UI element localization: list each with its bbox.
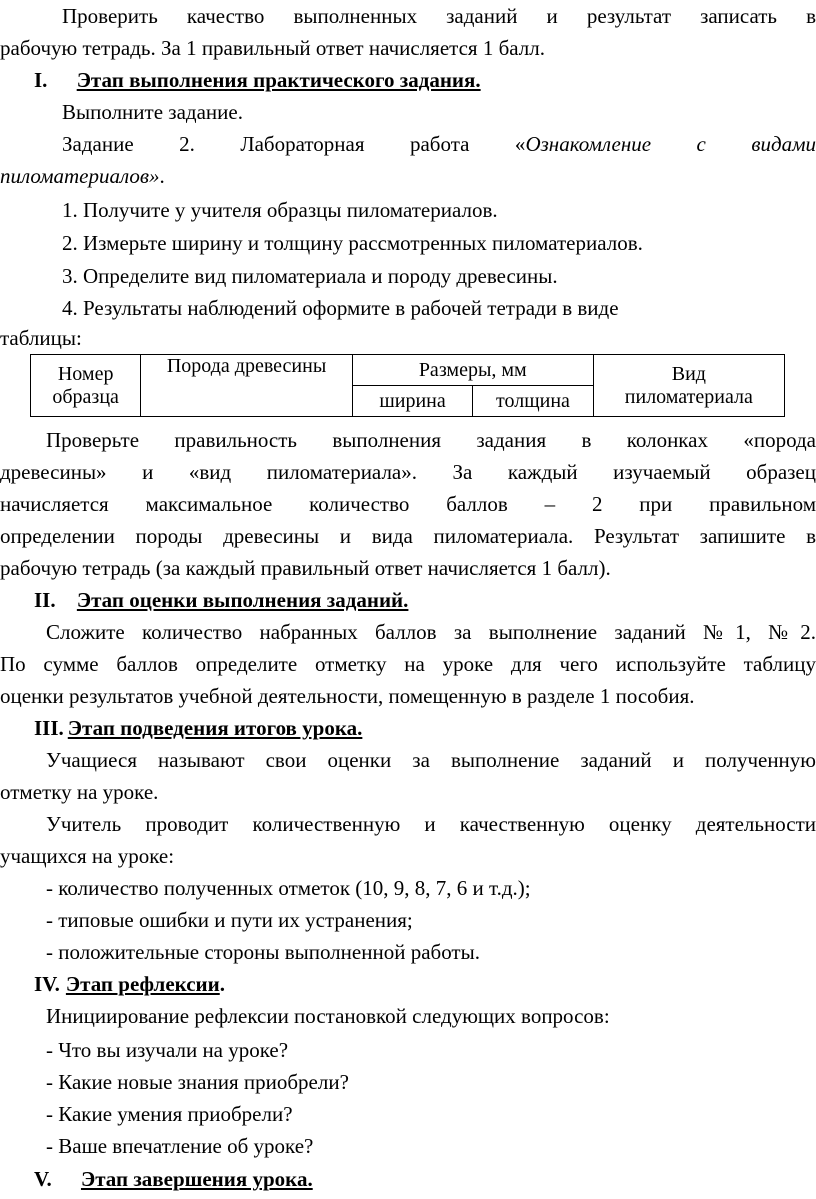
stage3-bullet-1: - количество полученных отметок (10, 9, 8, 7, 6 и т.д.); <box>46 876 531 900</box>
header-thickness: толщина <box>473 386 593 417</box>
stage2-line-3: оценки результатов учебной деятельности, помещенную в разделе 1 пособия. <box>0 684 695 708</box>
stage2-title: Этап оценки выполнения заданий. <box>76 588 409 612</box>
task-line-1 <box>62 128 816 160</box>
stage3-bullet-2: - типовые ошибки и пути их устранения; <box>46 908 413 932</box>
stage3-p1-line-1: Учащиеся называют свои оценки за выполнение заданий и полученную <box>46 748 816 772</box>
steps-cont: таблицы: <box>0 326 82 350</box>
stage3-p2-line-1: Учитель проводит количественную и качественную оценку деятельности <box>46 812 816 836</box>
stage2-line-2: По сумме баллов определите отметку на уроке для чего используйте таблицу <box>0 652 816 676</box>
stage3-p1-line-2: отметку на уроке. <box>0 780 159 804</box>
step-2: 2. Измерьте ширину и толщину рассмотренных пиломатериалов. <box>62 231 643 255</box>
stage5-heading <box>34 1163 816 1195</box>
question-4: - Ваше впечатление об уроке? <box>46 1134 314 1158</box>
step-4: 4. Результаты наблюдений оформите в рабочей тетради в виде <box>62 296 619 320</box>
header-lumber-type-line1: Вид <box>671 362 706 385</box>
header-wood-species: Порода древесины <box>141 355 353 417</box>
stage3-numeral: III. <box>34 716 64 740</box>
check-line-3: начисляется максимальное количество баллов – 2 при правильном <box>0 492 816 516</box>
question-3: - Какие умения приобрели? <box>46 1102 293 1126</box>
stage2-numeral: II. <box>34 588 56 612</box>
header-sizes: Размеры, мм <box>352 355 593 386</box>
stage4-intro: Инициирование рефлексии постановкой следующих вопросов: <box>46 1004 610 1028</box>
stage2-line-1: Сложите количество набранных баллов за выполнение заданий №1, №2. <box>46 620 816 644</box>
stage4-title-end: . <box>219 972 225 996</box>
header-width: ширина <box>352 386 472 417</box>
question-2: - Какие новые знания приобрели? <box>46 1070 349 1094</box>
results-table <box>30 354 785 417</box>
check-line-2: древесины» и «вид пиломатериала». За каждый изучаемый образец <box>0 460 816 484</box>
stage1-numeral: I. <box>34 68 48 92</box>
header-lumber-type <box>593 355 784 417</box>
stage1-heading <box>34 64 816 96</box>
check-line-1: Проверьте правильность выполнения задания в колонках «порода <box>46 428 816 452</box>
question-1: - Что вы изучали на уроке? <box>46 1038 289 1062</box>
intro-line-2: рабочую тетрадь. За 1 правильный ответ начисляется 1 балл. <box>0 36 545 60</box>
task-name-2: пиломатериалов» <box>0 164 160 188</box>
header-sample-number-line2: образца <box>52 385 119 408</box>
check-line-5: рабочую тетрадь (за каждый правильный ответ начисляется 1 балл). <box>0 556 611 580</box>
stage3-heading <box>34 712 816 744</box>
task-end: . <box>159 164 165 188</box>
intro-line-1: Проверить качество выполненных заданий и результат записать в <box>62 4 816 28</box>
stage4-numeral: IV. <box>34 972 60 996</box>
stage3-bullet-3: - положительные стороны выполненной работы. <box>46 940 480 964</box>
step-3: 3. Определите вид пиломатериала и породу древесины. <box>62 264 558 288</box>
task-line-2 <box>0 160 816 192</box>
header-sample-number-line1: Номер <box>57 362 114 385</box>
header-lumber-type-line2: пиломатериала <box>624 385 753 408</box>
task-name-1: Ознакомление с видами <box>525 132 816 156</box>
stage5-title: Этап завершения урока. <box>80 1167 313 1191</box>
step-1: 1. Получите у учителя образцы пиломатериалов. <box>62 198 498 222</box>
stage5-numeral: V. <box>34 1167 52 1191</box>
check-line-4: определении породы древесины и вида пиломатериала. Результат запишите в <box>0 524 816 548</box>
stage3-title: Этап подведения итогов урока. <box>67 716 363 740</box>
do-task-text: Выполните задание. <box>62 100 243 124</box>
task-prefix: Задание 2. Лабораторная работа « <box>62 132 526 156</box>
stage3-p2-line-2: учащихся на уроке: <box>0 844 175 868</box>
stage1-title: Этап выполнения практического задания. <box>76 68 481 92</box>
header-sample-number <box>31 355 141 417</box>
stage2-heading <box>34 584 816 616</box>
stage4-heading <box>34 968 816 1000</box>
stage4-title: Этап рефлексии <box>65 972 220 996</box>
